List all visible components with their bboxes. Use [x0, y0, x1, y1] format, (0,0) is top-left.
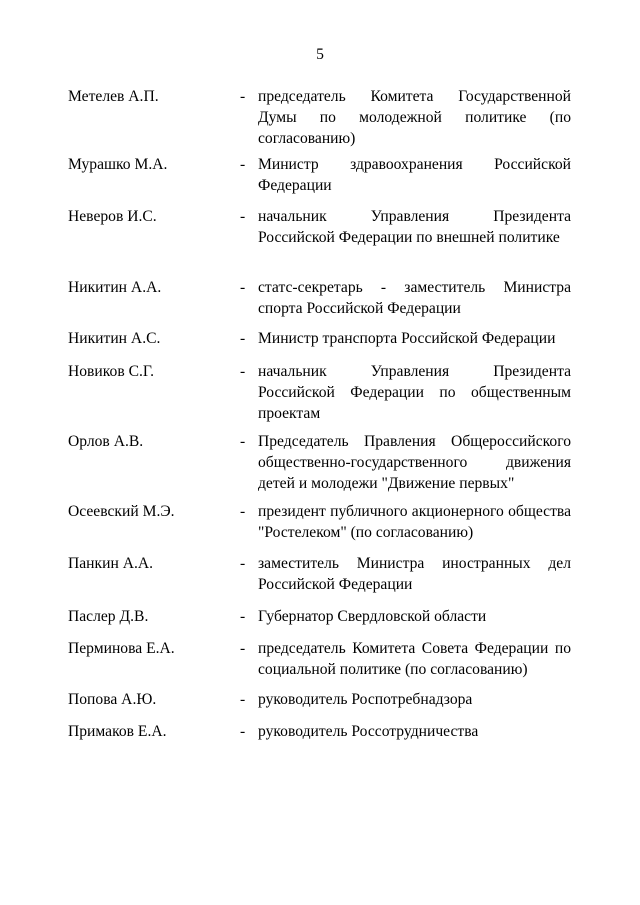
- person-name: Осеевский М.Э.: [68, 503, 175, 520]
- dash-separator: -: [240, 503, 246, 520]
- person-name: Орлов А.В.: [68, 433, 144, 450]
- dash-separator: -: [240, 279, 246, 296]
- position-description: Министр транспорта Российской Федерации: [258, 330, 556, 347]
- person-name: Паслер Д.В.: [68, 608, 149, 625]
- dash-separator: -: [240, 433, 246, 450]
- dash-separator: -: [240, 208, 246, 225]
- position-description: руководитель Роспотребнадзора: [258, 691, 473, 708]
- page-number: 5: [316, 46, 324, 63]
- dash-separator: -: [240, 608, 246, 625]
- position-description: Председатель Правления Общероссийского общественно-государственного движения детей и молодежи "Движение первых": [258, 433, 571, 492]
- position-description: руководитель Россотрудничества: [258, 723, 479, 740]
- dash-separator: -: [240, 640, 246, 657]
- person-name: Никитин А.С.: [68, 330, 161, 347]
- position-description: статс-секретарь - заместитель Министра спорта Российской Федерации: [258, 279, 571, 317]
- dash-separator: -: [240, 330, 246, 347]
- position-description: начальник Управления Президента Российской Федерации по внешней политике: [258, 208, 571, 246]
- person-name: Мурашко М.А.: [68, 156, 168, 173]
- position-description: председатель Комитета Государственной Думы по молодежной политике (по согласованию): [258, 88, 571, 147]
- person-name: Новиков С.Г.: [68, 363, 155, 380]
- dash-separator: -: [240, 156, 246, 173]
- person-name: Метелев А.П.: [68, 88, 159, 105]
- person-name: Панкин А.А.: [68, 555, 154, 572]
- position-description: Министр здравоохранения Российской Федерации: [258, 156, 571, 194]
- person-name: Попова А.Ю.: [68, 691, 157, 708]
- position-description: начальник Управления Президента Российской Федерации по общественным проектам: [258, 363, 571, 422]
- position-description: Губернатор Свердловской области: [258, 608, 487, 625]
- dash-separator: -: [240, 363, 246, 380]
- person-name: Перминова Е.А.: [68, 640, 175, 657]
- dash-separator: -: [240, 723, 246, 740]
- person-name: Никитин А.А.: [68, 279, 162, 296]
- person-name: Примаков Е.А.: [68, 723, 167, 740]
- dash-separator: -: [240, 555, 246, 572]
- position-description: председатель Комитета Совета Федерации по социальной политике (по согласованию): [258, 640, 571, 678]
- position-description: президент публичного акционерного общества "Ростелеком" (по согласованию): [258, 503, 571, 541]
- person-name: Неверов И.С.: [68, 208, 157, 225]
- dash-separator: -: [240, 88, 246, 105]
- position-description: заместитель Министра иностранных дел Российской Федерации: [258, 555, 571, 593]
- dash-separator: -: [240, 691, 246, 708]
